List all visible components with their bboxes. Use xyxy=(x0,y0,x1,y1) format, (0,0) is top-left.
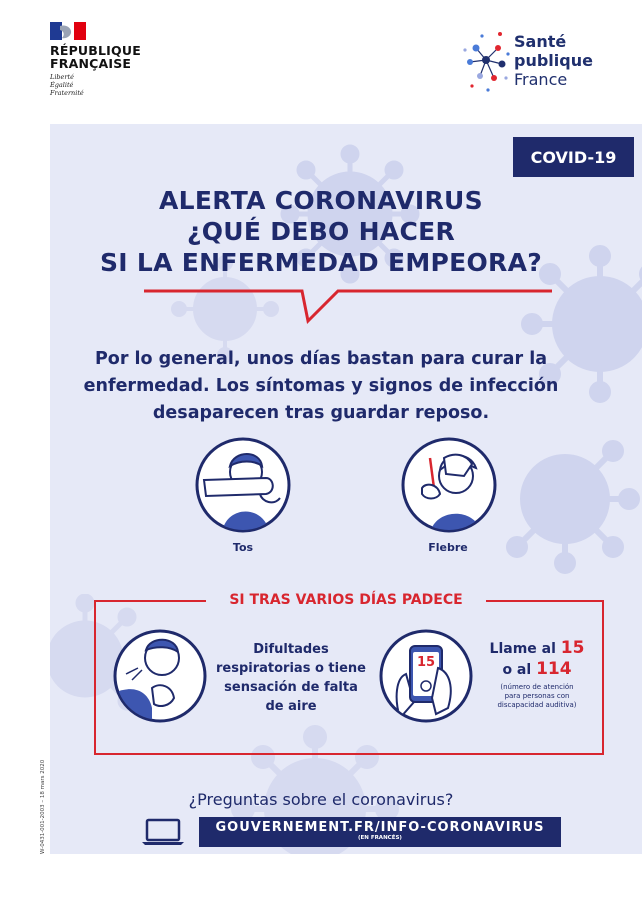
speech-bubble-icon xyxy=(142,283,554,325)
website-language-note: (EN FRANCÉS) xyxy=(358,835,402,841)
fever-illustration xyxy=(400,436,498,534)
marianne-flag-icon xyxy=(50,22,86,40)
laptop-icon xyxy=(141,817,185,847)
warning-box-title: SI TRAS VARIOS DÍAS PADECE xyxy=(206,592,486,608)
footer-question: ¿Preguntas sobre el coronavirus? xyxy=(188,790,454,809)
sante-publique-france-logo xyxy=(462,28,622,98)
phone-screen-number: 15 xyxy=(416,655,436,670)
phone-call-illustration xyxy=(378,628,474,724)
republique-francaise-logo xyxy=(50,22,160,97)
fever-label: Flebre xyxy=(428,541,468,554)
agency-name-line2: publique xyxy=(514,51,593,70)
covid-badge: COVID-19 xyxy=(513,137,634,177)
cough-label: Tos xyxy=(232,541,254,554)
virus-decoration-icon xyxy=(490,424,640,574)
republic-name: RÉPUBLIQUE FRANÇAISE xyxy=(50,43,141,71)
molecule-icon xyxy=(462,28,512,96)
call-instructions: Llame al 15 o al 114 (número de atención para personas con discapacidad auditiva) xyxy=(489,638,585,709)
breathing-symptom-text: Difultades respiratorias o tiene sensación de falta de aire xyxy=(216,642,366,714)
cough-illustration xyxy=(194,436,292,534)
breathing-difficulty-illustration xyxy=(112,628,208,724)
republic-motto: Liberté Égalité Fraternité xyxy=(50,73,84,97)
website-link[interactable] xyxy=(199,817,561,847)
intro-text: Por lo general, unos días bastan para curar la enfermedad. Los síntomas y signos de infección desaparecen tras guardar reposo. xyxy=(83,349,559,423)
website-url[interactable]: GOUVERNEMENT.FR/INFO-CORONAVIRUS xyxy=(215,820,545,835)
page-title: ALERTA CORONAVIRUS ¿QUÉ DEBO HACER SI LA ENFERMEDAD EMPEORA? xyxy=(99,186,543,277)
agency-name-line1: Santé xyxy=(514,32,567,51)
agency-name-line3: France xyxy=(514,70,568,89)
document-code: W-0431-001-2003 – 18 mars 2020 xyxy=(40,759,46,854)
